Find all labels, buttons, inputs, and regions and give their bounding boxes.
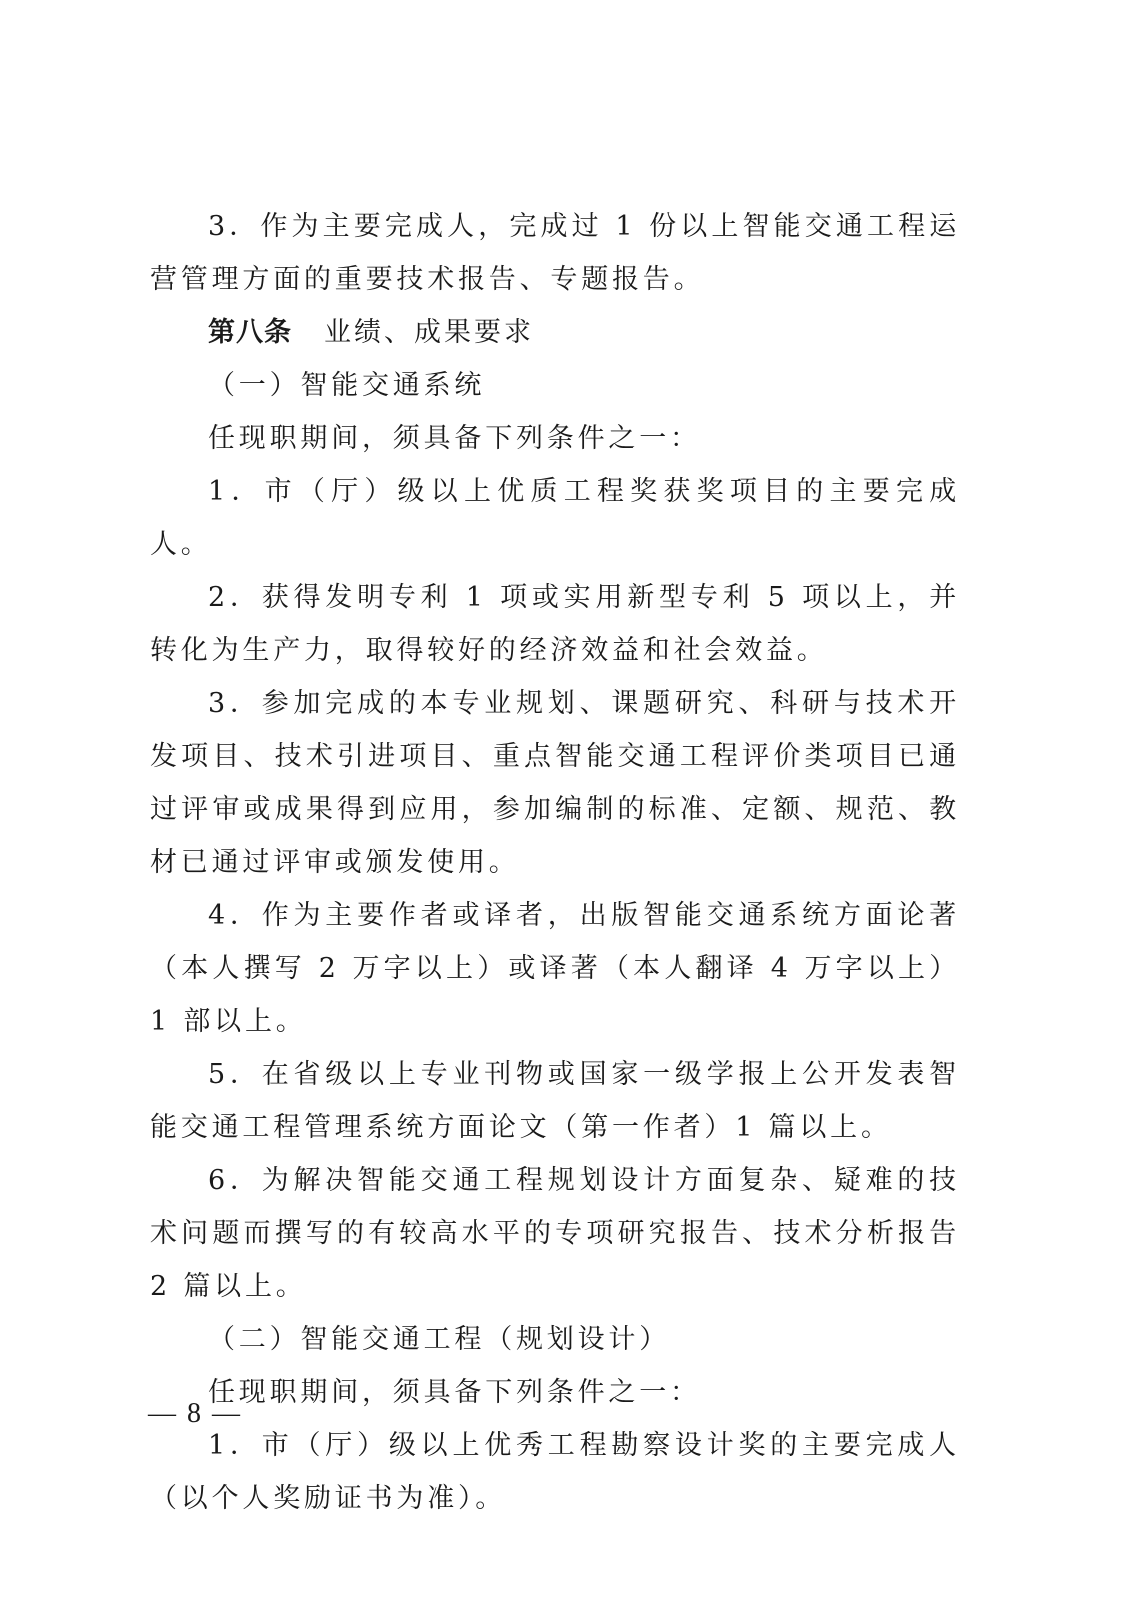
list-item: 4．作为主要作者或译者，出版智能交通系统方面论著（本人撰写 2 万字以上）或译著（本人翻译 4 万字以上）1 部以上。 <box>150 900 960 1037</box>
list-item: 5．在省级以上专业刊物或国家一级学报上公开发表智能交通工程管理系统方面论文（第一作者）1 篇以上。 <box>150 1059 960 1143</box>
condition-intro: 任现职期间，须具备下列条件之一： <box>208 423 701 454</box>
list-item: 2．获得发明专利 1 项或实用新型专利 5 项以上，并转化为生产力，取得较好的经济效益和社会效益。 <box>150 582 960 666</box>
paragraph-item-3-tech-report: 3．作为主要完成人，完成过 1 份以上智能交通工程运营管理方面的重要技术报告、专题报告。 <box>150 211 960 295</box>
article-heading <box>150 306 960 359</box>
page-number: — 8 — <box>148 1398 242 1429</box>
condition-intro: 任现职期间，须具备下列条件之一： <box>208 1377 701 1408</box>
section-heading-planning: （二）智能交通工程（规划设计） <box>208 1324 670 1355</box>
list-item: 6．为解决智能交通工程规划设计方面复杂、疑难的技术问题而撰写的有较高水平的专项研究报告、技术分析报告 2 篇以上。 <box>150 1165 960 1302</box>
section-heading-its: （一）智能交通系统 <box>208 370 486 401</box>
document-body <box>150 200 960 1525</box>
list-item: 1．市（厅）级以上优秀工程勘察设计奖的主要完成人（以个人奖励证书为准）。 <box>150 1430 960 1514</box>
article-label: 第八条 <box>208 317 292 348</box>
list-item: 3．参加完成的本专业规划、课题研究、科研与技术开发项目、技术引进项目、重点智能交通工程评价类项目已通过评审或成果得到应用，参加编制的标准、定额、规范、教材已通过评审或颁发使用。 <box>150 688 960 878</box>
list-item: 1．市（厅）级以上优质工程奖获奖项目的主要完成人。 <box>150 476 960 560</box>
article-title: 业绩、成果要求 <box>324 317 534 348</box>
